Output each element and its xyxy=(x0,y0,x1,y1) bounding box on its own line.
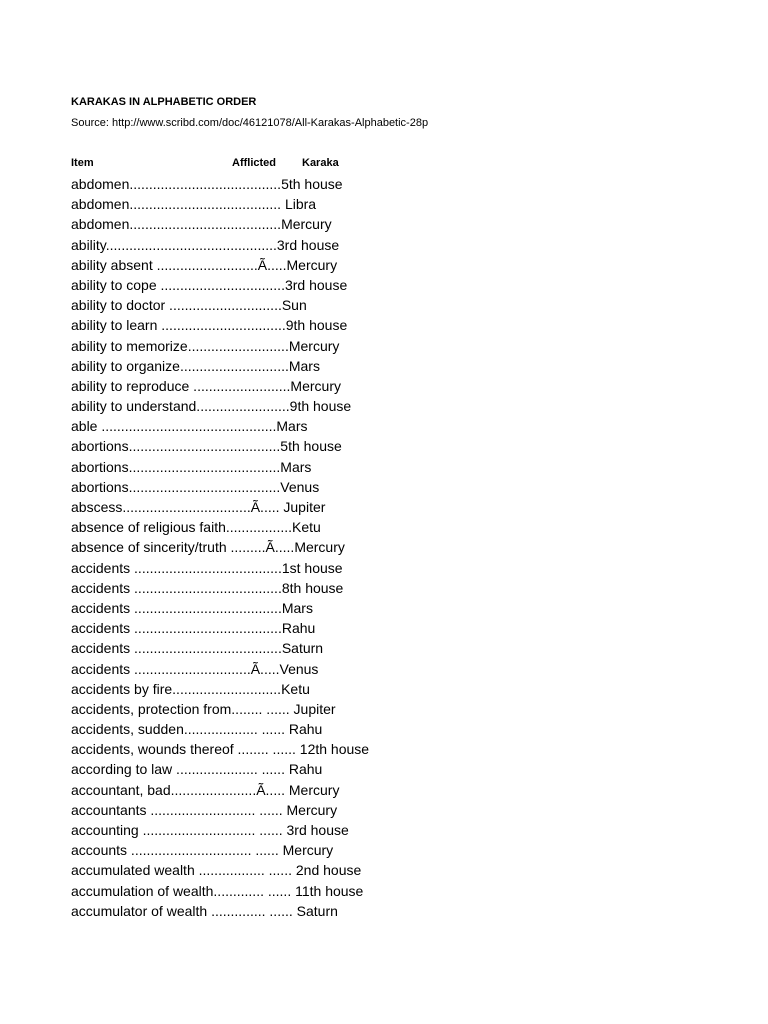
list-item: accountant, bad......................Ã..... Mercury xyxy=(71,781,340,798)
list-item: ability to doctor .............................Sun xyxy=(71,297,307,314)
list-item: abortions.......................................Mars xyxy=(71,458,312,475)
list-item: abdomen.......................................5th house xyxy=(71,176,343,192)
list-item: accidents, sudden................... ...... Rahu xyxy=(71,721,323,738)
list-item: accidents ......................................1st house xyxy=(71,559,343,576)
column-header-karaka: Karaka xyxy=(302,157,339,169)
list-item: accumulated wealth ................. ...... 2nd house xyxy=(71,862,362,879)
list-item: abscess.................................Ã..... Jupiter xyxy=(71,499,326,515)
list-item: ability............................................3rd house xyxy=(71,236,340,253)
column-header-afflicted: Afflicted xyxy=(232,157,276,169)
list-item: accidents ......................................Saturn xyxy=(71,640,324,657)
source-line: Source: http://www.scribd.com/doc/46121078/All-Karakas-Alphabetic-28p xyxy=(71,117,429,129)
list-item: ability to understand........................9th house xyxy=(71,398,352,415)
list-item: accidents ......................................Rahu xyxy=(71,620,316,637)
list-item: ability to reproduce .........................Mercury xyxy=(71,377,341,394)
list-item: accounts ............................... ...... Mercury xyxy=(71,842,334,859)
list-item: absence of religious faith.................Ketu xyxy=(71,519,321,536)
list-item: accounting ............................. ...... 3rd house xyxy=(71,822,349,838)
list-item: accidents, protection from........ ...... Jupiter xyxy=(71,700,336,717)
list-item: ability to learn ................................9th house xyxy=(71,317,348,334)
column-header-item: Item xyxy=(71,157,94,169)
list-item: accidents by fire............................Ketu xyxy=(71,680,310,697)
list-item: accidents, wounds thereof ........ ...... 12th house xyxy=(71,741,370,758)
list-item: abortions.......................................5th house xyxy=(71,438,342,455)
list-item: accidents ..............................Ã.....Venus xyxy=(71,660,319,677)
karaka-list xyxy=(71,174,369,921)
list-item: abortions.......................................Venus xyxy=(71,478,320,495)
list-item: according to law ..................... ...... Rahu xyxy=(71,761,323,778)
list-item: accumulation of wealth............. ...... 11th house xyxy=(71,882,364,899)
list-item: ability absent ..........................Ã.....Mercury xyxy=(71,256,338,273)
list-item: accidents ......................................Mars xyxy=(71,599,313,616)
list-item: accidents ......................................8th house xyxy=(71,579,344,596)
list-item: abdomen.......................................Mercury xyxy=(71,216,332,233)
list-item: accountants ........................... ...... Mercury xyxy=(71,801,338,818)
document-title: KARAKAS IN ALPHABETIC ORDER xyxy=(71,96,257,108)
list-item: absence of sincerity/truth .........Ã.....Mercury xyxy=(71,539,345,556)
list-item: ability to organize............................Mars xyxy=(71,357,320,374)
list-item: abdomen....................................... Libra xyxy=(71,196,317,213)
list-item: accumulator of wealth .............. ...... Saturn xyxy=(71,902,338,919)
list-item: ability to cope ................................3rd house xyxy=(71,276,348,293)
list-item: ability to memorize..........................Mercury xyxy=(71,337,340,354)
list-item: able .............................................Mars xyxy=(71,418,308,435)
